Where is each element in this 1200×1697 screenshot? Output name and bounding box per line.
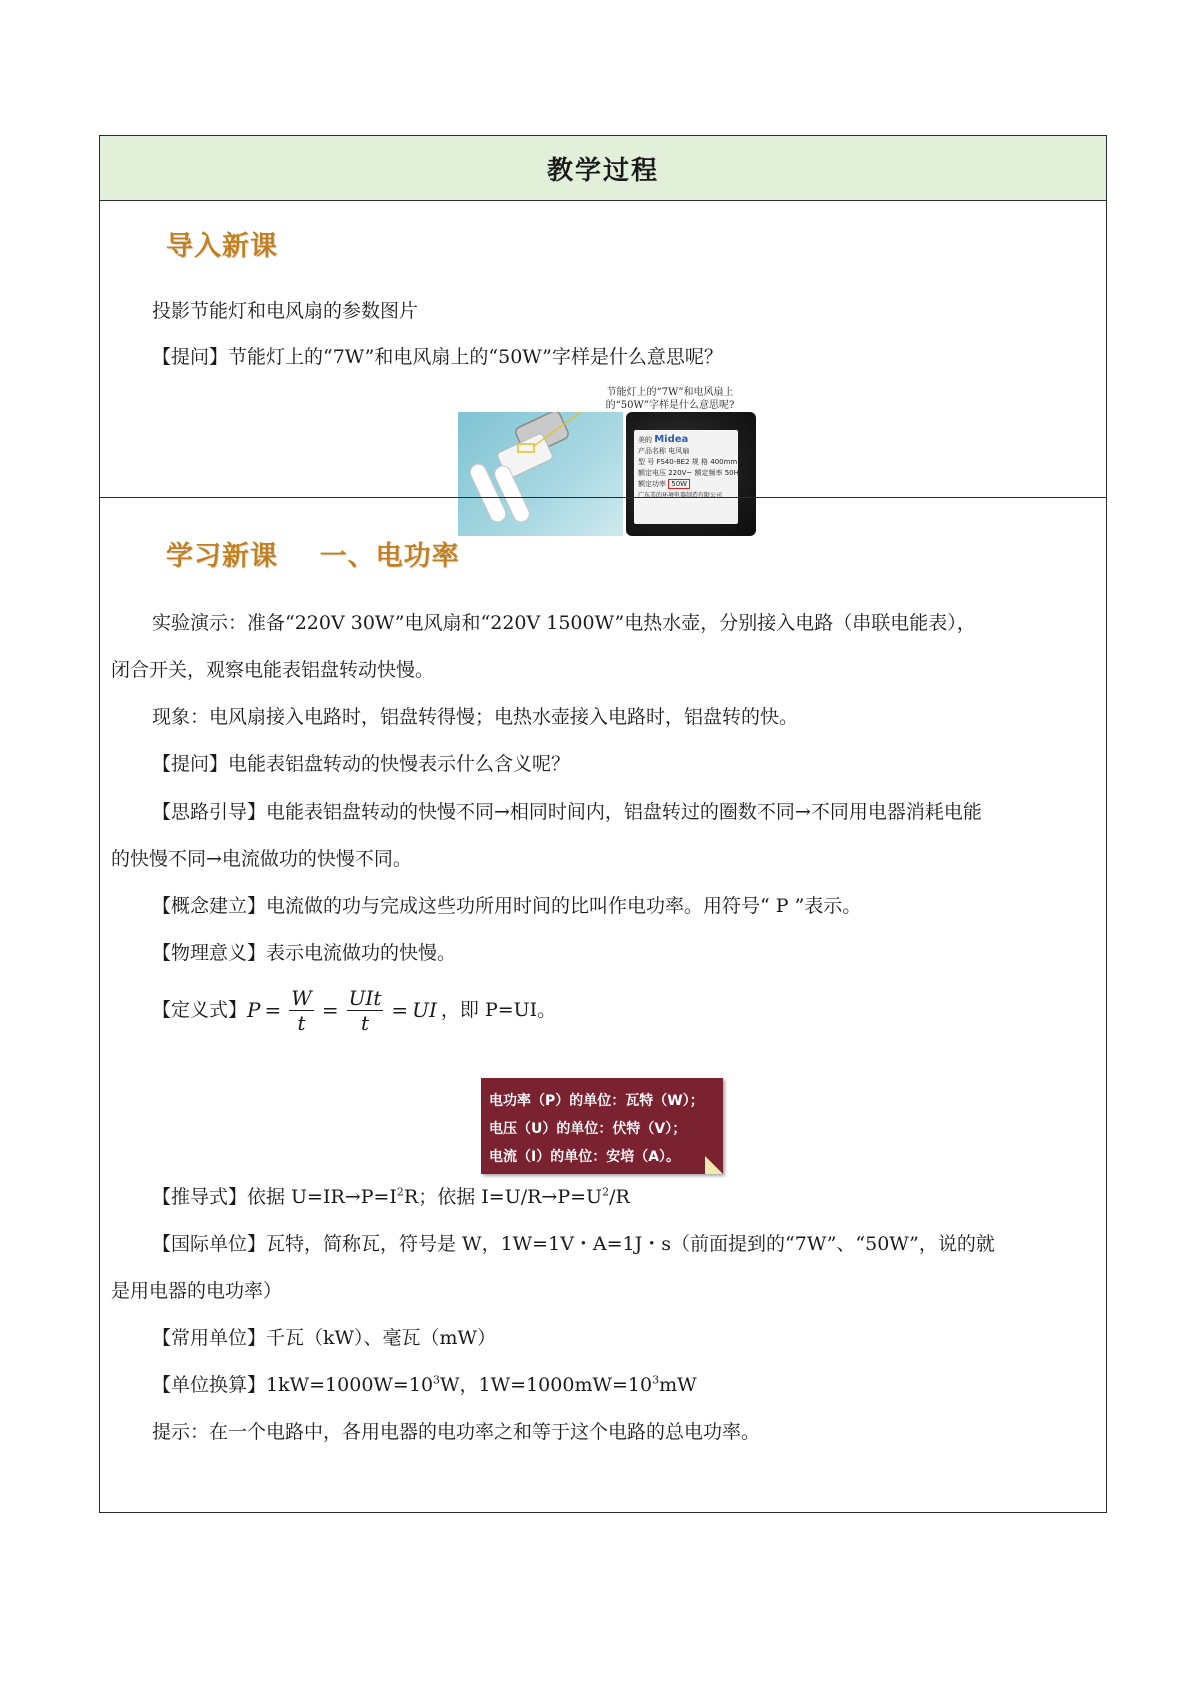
bulb-icon bbox=[458, 412, 623, 536]
unit-power: 电功率（P）的单位：瓦特（W）； bbox=[489, 1093, 704, 1109]
physical-meaning: 【物理意义】表示电流做功的快慢。 bbox=[152, 942, 457, 964]
formula: P = $\frac{W}{t}$ = $\frac{\text{UIt}}{t}$ = UI bbox=[247, 985, 437, 1035]
tip: 提示：在一个电路中，各用电器的电功率之和等于这个电路的总电功率。 bbox=[152, 1421, 761, 1443]
appliance-parameter-image bbox=[458, 386, 756, 536]
phenomenon: 现象：电风扇接入电路时，铝盘转得慢；电热水壶接入电路时，铝盘转的快。 bbox=[152, 706, 799, 728]
lesson-table bbox=[99, 135, 1107, 1513]
common-units: 【常用单位】千瓦（kW）、毫瓦（mW） bbox=[152, 1327, 497, 1349]
intro-line-1: 投影节能灯和电风扇的参数图片 bbox=[152, 300, 419, 322]
question-2: 【提问】电能表铝盘转动的快慢表示什么含义呢？ bbox=[152, 753, 571, 775]
si-unit-line-2: 是用电器的电功率） bbox=[111, 1280, 283, 1302]
derived-formula: 【推导式】依据 $U=IR\to P=I^2R$；依据 $I=U/R\to P=U^2/R$ bbox=[152, 1185, 630, 1208]
section-divider bbox=[100, 497, 1106, 498]
page-fold-corner bbox=[705, 1156, 723, 1174]
unit-current: 电流（I）的单位：安培（A）。 bbox=[489, 1149, 681, 1165]
si-unit-line-1: 【国际单位】瓦特，简称瓦，符号是 W，1W=1V・A=1J・s（前面提到的“7W”、“50W”，说的就 bbox=[152, 1233, 995, 1255]
energy-saving-bulb-photo bbox=[458, 412, 623, 536]
units-box bbox=[481, 1078, 723, 1174]
page-title: 教学过程 bbox=[546, 155, 659, 186]
unit-conversion: 【单位换算】$1kW=1000W=10^3W$，$1W=1000mW=10^3mW$ bbox=[152, 1373, 697, 1396]
fan-nameplate: 美的 Midea 产品名称 电风扇 型 号 FS40-8E2 规 格 400mm 额定电压 220V~ 额定频率 50Hz 额定功率 50W 广东美的环境电器制造有限公司 bbox=[634, 430, 738, 524]
section-title-intro: 导入新课 bbox=[166, 231, 278, 262]
unit-voltage: 电压（U）的单位：伏特（V）； bbox=[489, 1121, 687, 1137]
concept: 【概念建立】电流做的功与完成这些功所用时间的比叫作电功率。用符号“ P ”表示。 bbox=[152, 895, 862, 917]
intro-question: 【提问】节能灯上的“7W”和电风扇上的“50W”字样是什么意思呢？ bbox=[152, 346, 723, 368]
definition-formula: 【定义式】 P = $\frac{W}{t}$ = $\frac{\text{UIt}}{t}$ = UI ，即 P=UI。 bbox=[152, 985, 557, 1035]
experiment-line-2: 闭合开关，观察电能表铝盘转动快慢。 bbox=[111, 659, 435, 681]
table-header bbox=[100, 136, 1106, 201]
section-title-lesson: 学习新课 一、电功率 bbox=[166, 541, 460, 572]
rated-power-highlight: 50W bbox=[668, 479, 690, 489]
experiment-line-1: 实验演示：准备“220V 30W”电风扇和“220V 1500W”电热水壶，分别接入电路（串联电能表）， bbox=[152, 612, 976, 634]
image-caption: 节能灯上的“7W”和电风扇上 的“50W”字样是什么意思呢? bbox=[605, 387, 735, 411]
guide-line-1: 【思路引导】电能表铝盘转动的快慢不同→相同时间内，铝盘转过的圈数不同→不同用电器消耗电能 bbox=[152, 801, 982, 823]
guide-line-2: 的快慢不同→电流做功的快慢不同。 bbox=[111, 848, 412, 870]
